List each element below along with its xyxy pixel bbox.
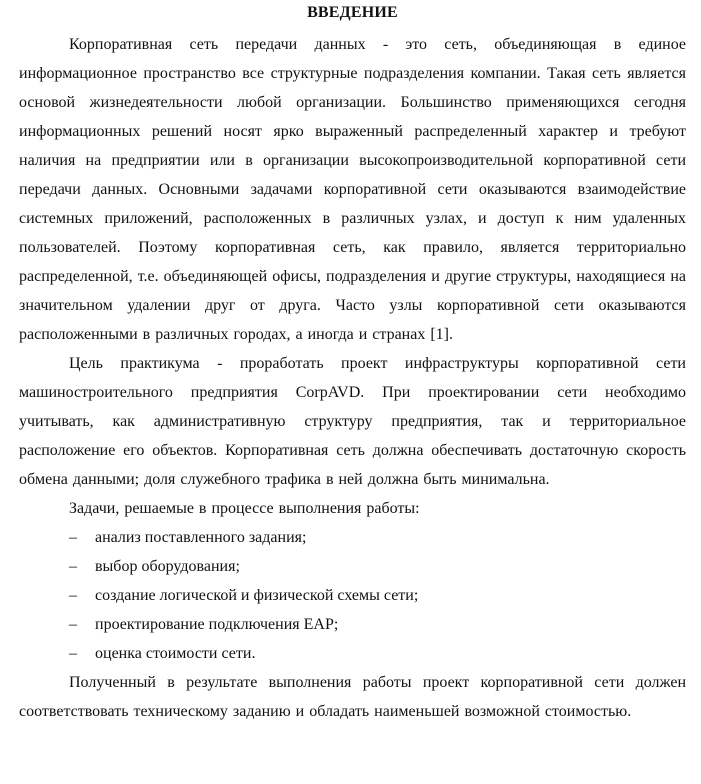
goal-paragraph: Цель практикума - проработать проект инфраструктуры корпоративной сети машиностроительного предприятия CorpAVD. При проектировании сети необходимо учитывать, как административную структуру предприятия, так и территориальное расположение его объектов. Корпоративная сеть должна обеспечивать достаточную скорость обмена данными; доля служебного трафика в ней должна быть минимальна. [19, 355, 686, 488]
list-item [19, 523, 686, 552]
intro-paragraph: Корпоративная сеть передачи данных - это сеть, объединяющая в единое информационное пространство все структурные подразделения компании. Такая сеть является основой жизнедеятельности любой организации. Большинство применяющихся сегодня информационных решений носят ярко выраженный распределенный характер и требуют наличия на предприятии или в организации высокопроизводительной корпоративной сети передачи данных. Основными задачами корпоративной сети оказываются взаимодействие системных приложений, расположенных в различных узлах, и доступ к ним удаленных пользователей. Поэтому корпоративная сеть, как правило, является территориально распределенной, т.е. объединяющей офисы, подразделения и другие структуры, находящиеся на значительном удалении друг от друга. Часто узлы корпоративной сети оказываются расположенными в различных городах, а иногда и странах [1]. [19, 36, 686, 343]
tasks-list [19, 523, 686, 668]
list-dash: – [69, 529, 77, 546]
list-item-text: оценка стоимости сети. [95, 645, 256, 662]
list-item [19, 610, 686, 639]
document-title: ВВЕДЕНИЕ [307, 4, 398, 21]
list-dash: – [69, 558, 77, 575]
list-item [19, 552, 686, 581]
list-item-text: создание логической и физической схемы сети; [95, 587, 419, 604]
list-dash: – [69, 616, 77, 633]
list-item-text: проектирование подключения EAP; [95, 616, 339, 633]
list-item-text: анализ поставленного задания; [95, 529, 307, 546]
conclusion-paragraph: Полученный в результате выполнения работы проект корпоративной сети должен соответствовать техническому заданию и обладать наименьшей возможной стоимостью. [19, 674, 686, 720]
list-item [19, 581, 686, 610]
list-dash: – [69, 645, 77, 662]
tasks-heading: Задачи, решаемые в процессе выполнения работы: [69, 500, 420, 517]
list-item [19, 639, 686, 668]
list-item-text: выбор оборудования; [95, 558, 240, 575]
document-page [19, 2, 686, 726]
list-dash: – [69, 587, 77, 604]
